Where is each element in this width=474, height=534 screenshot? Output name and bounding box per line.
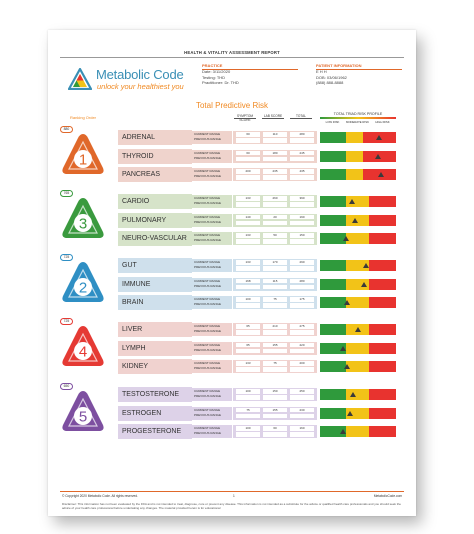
symptom-score-cell — [236, 157, 260, 162]
risk-profile-bar — [320, 279, 396, 290]
lab-score-cell: 150 — [263, 389, 287, 394]
report-page — [48, 30, 416, 516]
high-risk-segment — [369, 297, 396, 308]
previous-range-label: PREVIOUS RANGE — [194, 265, 222, 270]
symptom-score-cell — [236, 285, 260, 290]
total-score-cell: 220 — [290, 343, 314, 348]
lab-score-cell — [263, 303, 287, 308]
lab-score-cell: 170 — [263, 260, 287, 265]
symptom-score-cell — [236, 330, 260, 335]
previous-range-label: PREVIOUS RANGE — [194, 431, 222, 436]
logo-mark-icon — [68, 68, 92, 90]
score-values — [233, 342, 317, 355]
score-values — [233, 232, 317, 245]
risk-marker-icon — [340, 429, 346, 434]
current-range-label: CURRENT RANGE — [194, 150, 221, 155]
patient-info — [316, 63, 406, 86]
current-range-label: CURRENT RANGE — [194, 324, 221, 328]
rank-number: 2 — [78, 279, 88, 297]
symptom-score-cell: 60 — [236, 151, 260, 156]
current-range-label: CURRENT RANGE — [194, 214, 221, 219]
total-score-cell — [290, 349, 314, 354]
patient-name: E H H — [316, 68, 327, 74]
risk-marker-icon — [344, 300, 350, 305]
disclaimer-text: Disclaimer: This information has not been evaluated by the FDA and is not intended to treat, diagnose, cure or prevent any disease. This information is not intended as a substitute for the advice or qualified health care professionals and you should seek the advice of your health care professional before undertaking any changes. The material provided herein is for educational — [62, 502, 401, 511]
risk-row — [118, 295, 402, 310]
range-labels — [192, 407, 232, 420]
low-risk-segment — [320, 279, 346, 290]
score-values — [233, 150, 317, 163]
current-range-label: CURRENT RANGE — [194, 407, 221, 412]
total-score-cell: 435 — [290, 169, 314, 174]
total-score-cell: 175 — [290, 297, 314, 302]
group-score-badge: 765 — [60, 190, 73, 197]
row-label: PANCREAS — [118, 167, 192, 182]
lab-score-cell — [263, 157, 287, 162]
total-score-cell — [290, 395, 314, 400]
symptom-score-cell: 65 — [236, 324, 260, 329]
previous-range-label: PREVIOUS RANGE — [194, 174, 222, 179]
lab-score-cell — [263, 395, 287, 400]
risk-profile-bar — [320, 389, 396, 400]
total-score-cell: 250 — [290, 389, 314, 394]
risk-profile-bar — [320, 215, 396, 226]
symptom-score-cell: 60 — [236, 132, 260, 137]
total-score-cell: 150 — [290, 233, 314, 238]
score-values — [233, 323, 317, 336]
low-risk-segment — [320, 297, 346, 308]
score-values — [233, 259, 317, 272]
lab-score-cell: 20 — [263, 215, 287, 220]
practice-testing: Testing: THD — [202, 74, 226, 80]
lab-score-header: LAB SCORE — [263, 114, 283, 118]
lab-header-rule — [262, 118, 284, 119]
total-header-rule — [290, 118, 312, 119]
lab-score-cell — [263, 367, 287, 372]
lab-score-cell: 75 — [263, 361, 287, 366]
row-label: PROGESTERONE — [118, 424, 192, 439]
site-link[interactable]: MetabolicCode.com — [373, 494, 402, 498]
current-range-label: CURRENT RANGE — [194, 278, 221, 283]
total-score-cell: 200 — [290, 361, 314, 366]
total-score-cell — [290, 414, 314, 419]
risk-row — [118, 424, 402, 439]
moderate-risk-segment — [346, 151, 363, 162]
risk-profile-strip — [320, 117, 396, 119]
risk-marker-icon — [355, 327, 361, 332]
rank-number: 1 — [78, 151, 88, 169]
score-values — [233, 131, 317, 144]
range-labels — [192, 296, 232, 309]
row-label: THYROID — [118, 149, 192, 164]
lab-score-cell: 75 — [263, 297, 287, 302]
symptom-score-cell — [236, 266, 260, 271]
symptom-score-cell — [236, 367, 260, 372]
current-range-label: CURRENT RANGE — [194, 196, 221, 200]
symptom-score-cell — [236, 303, 260, 308]
current-range-label: CURRENT RANGE — [194, 233, 221, 237]
row-label: LIVER — [118, 322, 192, 337]
report-title: HEALTH & VITALITY ASSESSMENT REPORT — [184, 50, 280, 55]
risk-row — [118, 231, 402, 246]
symptom-score-cell — [236, 414, 260, 419]
risk-profile-bar — [320, 169, 396, 180]
range-labels — [192, 425, 232, 438]
rank-triangle-icon — [60, 194, 106, 244]
row-label: BRAIN — [118, 295, 192, 310]
total-score-cell — [290, 303, 314, 308]
range-labels — [192, 388, 232, 401]
high-risk-segment — [369, 196, 396, 207]
low-risk-segment — [320, 196, 346, 207]
patient-dob: DOB: 03/06/1962 — [316, 74, 347, 80]
lab-score-cell — [263, 221, 287, 226]
score-values — [233, 168, 317, 181]
symptom-score-cell: 100 — [236, 297, 260, 302]
risk-profile-bar — [320, 361, 396, 372]
lab-score-cell: 155 — [263, 408, 287, 413]
total-score-cell — [290, 285, 314, 290]
score-values — [233, 360, 317, 373]
symptom-score-cell — [236, 175, 260, 180]
rank-triangle-icon — [60, 387, 106, 437]
range-labels — [192, 259, 232, 272]
risk-profile-bar — [320, 233, 396, 244]
symptom-score-cell: 75 — [236, 408, 260, 413]
total-score-cell — [290, 175, 314, 180]
range-labels — [192, 342, 232, 355]
symptom-score-cell: 100 — [236, 389, 260, 394]
previous-range-label: PREVIOUS RANGE — [194, 238, 222, 243]
risk-row — [118, 149, 402, 164]
title-divider — [60, 57, 404, 58]
rank-triangle-icon — [60, 130, 106, 180]
total-score-cell — [290, 239, 314, 244]
practice-underline — [202, 69, 298, 70]
row-label: GUT — [118, 258, 192, 273]
current-range-label: CURRENT RANGE — [194, 426, 221, 430]
symptom-score-header: SYMPTOM SCORE — [236, 114, 254, 122]
symptom-score-cell — [236, 395, 260, 400]
logo-name: Metabolic Code — [96, 67, 184, 82]
group-score-badge: 650 — [60, 383, 73, 390]
risk-marker-icon — [352, 218, 358, 223]
symptom-score-cell — [236, 432, 260, 437]
total-score-cell: 280 — [290, 132, 314, 137]
row-label: ADRENAL — [118, 130, 192, 145]
total-score-cell — [290, 138, 314, 143]
footer-divider — [60, 491, 404, 492]
range-labels — [192, 323, 232, 336]
rank-number: 5 — [78, 408, 88, 426]
lab-score-cell: 180 — [263, 151, 287, 156]
current-range-label: CURRENT RANGE — [194, 260, 221, 264]
high-risk-segment — [369, 343, 396, 354]
low-risk-segment — [320, 132, 346, 143]
risk-marker-icon — [375, 154, 381, 159]
row-label: CARDIO — [118, 194, 192, 209]
practice-practitioner: Practitioner: Dr. THD — [202, 80, 239, 86]
range-labels — [192, 195, 232, 208]
total-score-cell: 390 — [290, 196, 314, 201]
symptom-score-cell — [236, 202, 260, 207]
lab-score-cell: 155 — [263, 343, 287, 348]
high-risk-segment — [369, 233, 396, 244]
metabolic-code-logo — [64, 66, 192, 92]
range-labels — [192, 214, 232, 227]
symptom-score-cell — [236, 138, 260, 143]
patient-underline — [316, 69, 402, 70]
row-label: ESTROGEN — [118, 406, 192, 421]
risk-row — [118, 359, 402, 374]
lab-score-cell: 50 — [263, 233, 287, 238]
range-labels — [192, 150, 232, 163]
score-values — [233, 278, 317, 291]
lab-score-cell: 260 — [263, 196, 287, 201]
previous-range-label: PREVIOUS RANGE — [194, 412, 222, 417]
total-score-cell — [290, 221, 314, 226]
score-values — [233, 296, 317, 309]
lab-score-cell — [263, 138, 287, 143]
symptom-score-cell: 168 — [236, 279, 260, 284]
risk-profile-bar — [320, 260, 396, 271]
moderate-risk-label: MODERATE RISK — [346, 120, 369, 124]
moderate-risk-segment — [346, 389, 369, 400]
symptom-score-cell: 200 — [236, 169, 260, 174]
total-header: TOTAL — [296, 114, 306, 118]
row-label: KIDNEY — [118, 359, 192, 374]
group-score-badge: 725 — [60, 254, 73, 261]
symptom-score-cell: 140 — [236, 215, 260, 220]
risk-marker-icon — [376, 135, 382, 140]
risk-row — [118, 387, 402, 402]
total-score-cell: 160 — [290, 426, 314, 431]
risk-row — [118, 258, 402, 273]
score-values — [233, 214, 317, 227]
range-labels — [192, 131, 232, 144]
risk-profile-bar — [320, 426, 396, 437]
high-risk-segment — [369, 426, 396, 437]
symptom-score-cell: 65 — [236, 343, 260, 348]
low-risk-label: LOW RISK — [325, 120, 340, 124]
section-title: Total Predictive Risk — [195, 101, 269, 110]
row-label: IMMUNE — [118, 277, 192, 292]
risk-group-5 — [48, 383, 416, 443]
rank-number: 4 — [78, 343, 88, 361]
lab-score-cell: 210 — [263, 324, 287, 329]
symptom-score-cell — [236, 349, 260, 354]
risk-row — [118, 213, 402, 228]
lab-score-cell — [263, 414, 287, 419]
risk-row — [118, 130, 402, 145]
logo-tagline: unlock your healthiest you — [97, 82, 184, 91]
risk-group-1 — [48, 126, 416, 186]
symptom-score-cell — [236, 239, 260, 244]
risk-profile-bar — [320, 408, 396, 419]
page-number: 1 — [233, 494, 235, 498]
previous-range-label: PREVIOUS RANGE — [194, 219, 222, 224]
risk-group-2 — [48, 190, 416, 250]
row-label: TESTOSTERONE — [118, 387, 192, 402]
total-score-cell — [290, 266, 314, 271]
score-values — [233, 388, 317, 401]
risk-profile-bar — [320, 324, 396, 335]
high-risk-segment — [369, 260, 396, 271]
total-score-cell — [290, 432, 314, 437]
risk-group-4 — [48, 318, 416, 378]
risk-row — [118, 341, 402, 356]
lab-score-cell: 235 — [263, 169, 287, 174]
score-values — [233, 425, 317, 438]
risk-profile-bar — [320, 297, 396, 308]
risk-profile-bar — [320, 151, 396, 162]
moderate-risk-segment — [346, 233, 369, 244]
current-range-label: CURRENT RANGE — [194, 297, 221, 301]
risk-profile-bar — [320, 196, 396, 207]
total-score-cell — [290, 202, 314, 207]
current-range-label: CURRENT RANGE — [194, 132, 221, 136]
practice-heading: PRACTICE — [202, 63, 223, 68]
previous-range-label: PREVIOUS RANGE — [194, 283, 222, 288]
low-risk-segment — [320, 260, 346, 271]
risk-marker-icon — [344, 364, 350, 369]
risk-marker-icon — [350, 392, 356, 397]
lab-score-cell — [263, 432, 287, 437]
range-labels — [192, 232, 232, 245]
patient-heading: PATIENT INFORMATION — [316, 63, 362, 68]
symptom-score-cell: 133 — [236, 361, 260, 366]
current-range-label: CURRENT RANGE — [194, 342, 221, 347]
risk-marker-icon — [363, 263, 369, 268]
previous-range-label: PREVIOUS RANGE — [194, 302, 222, 307]
moderate-risk-segment — [346, 169, 363, 180]
moderate-risk-segment — [346, 132, 363, 143]
previous-range-label: PREVIOUS RANGE — [194, 347, 222, 352]
patient-phone: (888) 888-8888 — [316, 80, 344, 86]
previous-range-label: PREVIOUS RANGE — [194, 137, 222, 142]
score-values — [233, 407, 317, 420]
rank-triangle-icon — [60, 322, 106, 372]
risk-group-3 — [48, 254, 416, 314]
row-label: PULMONARY — [118, 213, 192, 228]
total-score-cell: 190 — [290, 215, 314, 220]
high-risk-segment — [369, 279, 396, 290]
risk-marker-icon — [378, 172, 384, 177]
current-range-label: CURRENT RANGE — [194, 389, 221, 393]
high-risk-segment — [369, 408, 396, 419]
moderate-risk-segment — [346, 426, 369, 437]
previous-range-label: PREVIOUS RANGE — [194, 329, 222, 334]
total-score-cell: 275 — [290, 324, 314, 329]
risk-marker-icon — [361, 282, 367, 287]
score-values — [233, 195, 317, 208]
range-labels — [192, 168, 232, 181]
lab-score-cell — [263, 239, 287, 244]
symptom-header-rule — [234, 118, 256, 119]
risk-marker-icon — [349, 199, 355, 204]
symptom-score-cell: 100 — [236, 426, 260, 431]
low-risk-segment — [320, 389, 346, 400]
practice-date: Date: 3/11/2020 — [202, 68, 231, 74]
high-risk-segment — [369, 215, 396, 226]
total-score-cell: 280 — [290, 279, 314, 284]
lab-score-cell — [263, 330, 287, 335]
low-risk-segment — [320, 169, 346, 180]
low-risk-segment — [320, 215, 346, 226]
risk-row — [118, 167, 402, 182]
risk-marker-icon — [343, 236, 349, 241]
total-score-cell: 290 — [290, 260, 314, 265]
current-range-label: CURRENT RANGE — [194, 169, 221, 173]
symptom-score-cell — [236, 221, 260, 226]
range-labels — [192, 278, 232, 291]
total-score-cell — [290, 367, 314, 372]
low-risk-segment — [320, 408, 346, 419]
risk-row — [118, 194, 402, 209]
total-score-cell: 245 — [290, 151, 314, 156]
lab-score-cell — [263, 349, 287, 354]
row-label: LYMPH — [118, 341, 192, 356]
rank-number: 3 — [78, 215, 88, 233]
low-risk-segment — [320, 151, 346, 162]
symptom-score-cell: 133 — [236, 233, 260, 238]
current-range-label: CURRENT RANGE — [194, 361, 221, 365]
total-score-cell — [290, 330, 314, 335]
lab-score-cell — [263, 266, 287, 271]
risk-row — [118, 277, 402, 292]
range-labels — [192, 360, 232, 373]
previous-range-label: PREVIOUS RANGE — [194, 394, 222, 399]
risk-profile-header: TOTAL TRIAD RISK PROFILE — [333, 112, 383, 116]
high-risk-segment — [369, 389, 396, 400]
total-score-cell — [290, 157, 314, 162]
group-score-badge: 880 — [60, 126, 73, 133]
low-risk-segment — [320, 324, 346, 335]
lab-score-cell: 110 — [263, 132, 287, 137]
previous-range-label: PREVIOUS RANGE — [194, 155, 222, 160]
previous-range-label: PREVIOUS RANGE — [194, 366, 222, 371]
lab-score-cell: 115 — [263, 279, 287, 284]
risk-profile-bar — [320, 132, 396, 143]
row-label: NEURO-VASCULAR — [118, 231, 192, 246]
risk-profile-bar — [320, 343, 396, 354]
lab-score-cell — [263, 285, 287, 290]
symptom-score-cell: 133 — [236, 260, 260, 265]
high-risk-segment — [369, 361, 396, 372]
practice-info — [202, 63, 300, 86]
high-risk-label: HIGH RISK — [375, 120, 390, 124]
risk-marker-icon — [347, 411, 353, 416]
previous-range-label: PREVIOUS RANGE — [194, 201, 222, 206]
total-score-cell: 230 — [290, 408, 314, 413]
risk-marker-icon — [340, 346, 346, 351]
group-score-badge: 725 — [60, 318, 73, 325]
risk-row — [118, 322, 402, 337]
symptom-score-cell: 133 — [236, 196, 260, 201]
lab-score-cell: 60 — [263, 426, 287, 431]
risk-row — [118, 406, 402, 421]
lab-score-cell — [263, 202, 287, 207]
moderate-risk-segment — [346, 343, 369, 354]
rank-triangle-icon — [60, 258, 106, 308]
ranking-order-label: Ranking Order — [70, 115, 97, 120]
high-risk-segment — [369, 324, 396, 335]
low-risk-segment — [320, 361, 346, 372]
copyright-text: © Copyright 2020 Metabolic Code. All rights reserved. — [62, 494, 138, 498]
lab-score-cell — [263, 175, 287, 180]
